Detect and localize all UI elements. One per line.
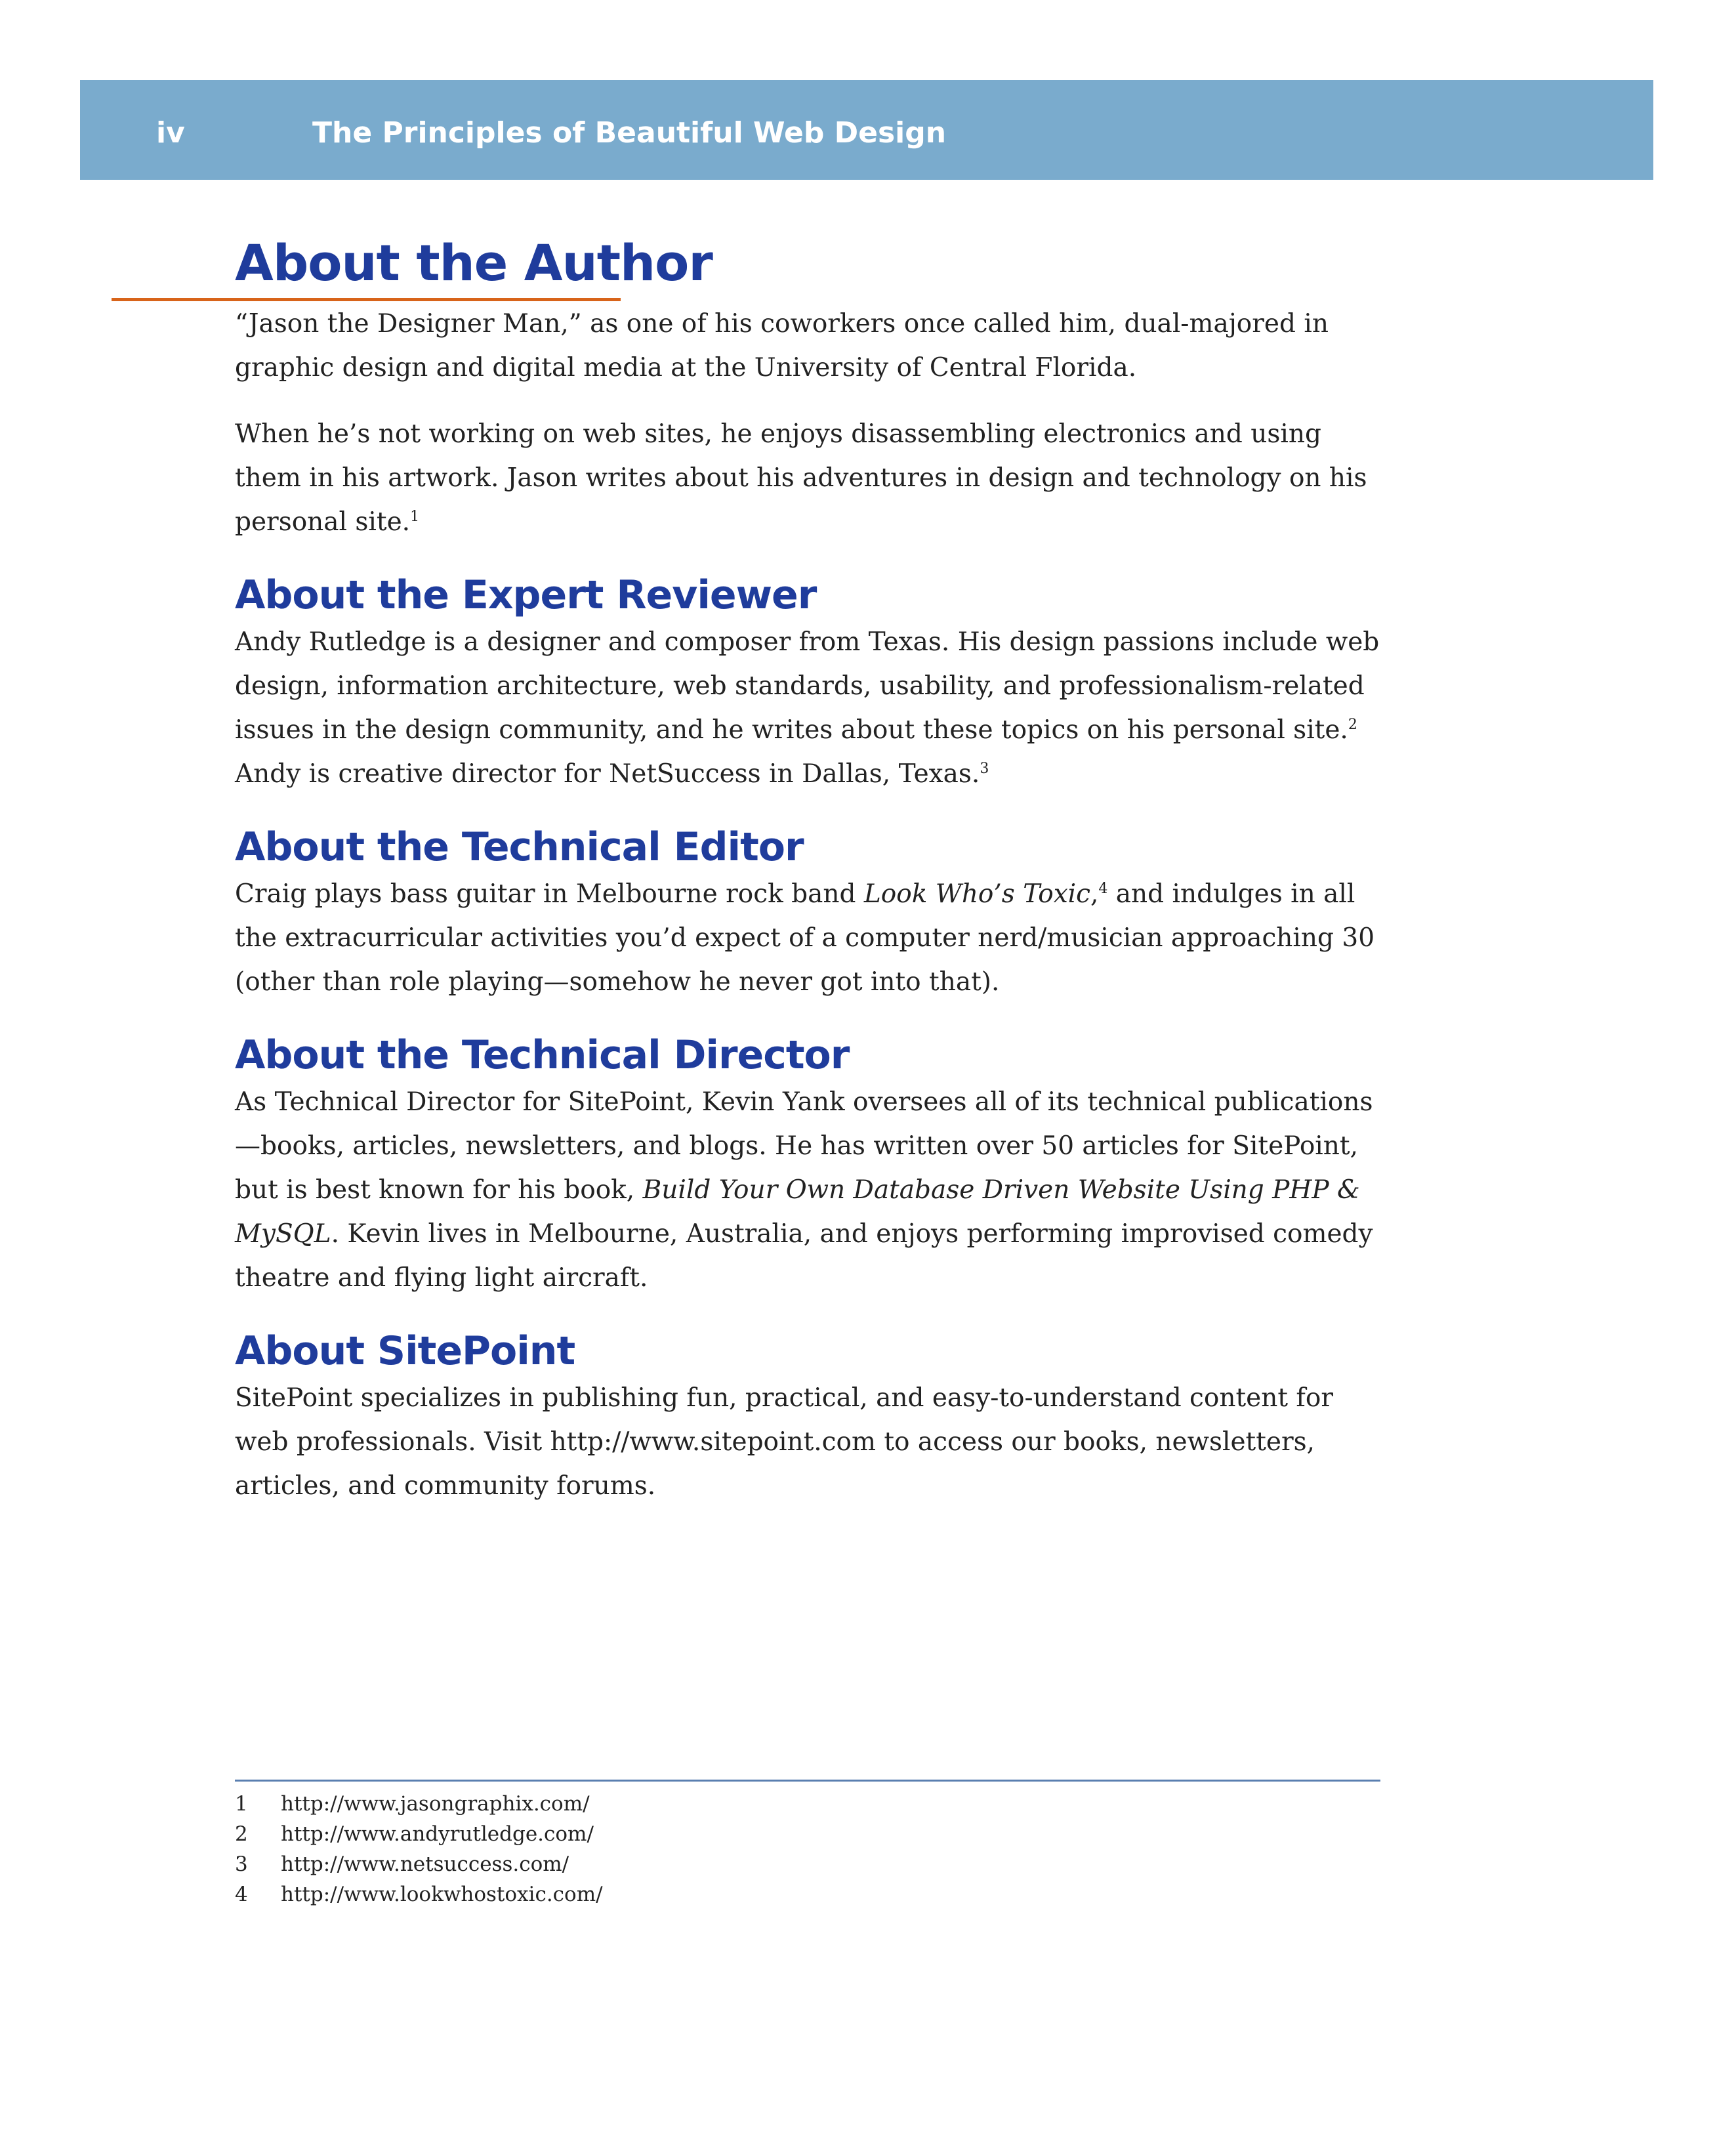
author-paragraph-2-text: When he’s not working on web sites, he enjoys disassembling electronics and using them in his artwork. Jason writes about his adventures in design and technology on his personal site. (235, 419, 1367, 537)
book-title: Build Your Own Database Driven Website Using PHP & MySQL (235, 1175, 1360, 1249)
director-text-a: As Technical Director for SitePoint, Kevin Yank oversees all of its technical publications—books, articles, newsletters, and blogs. He has written over 50 articles for SitePoint, but is best known for his book, (235, 1087, 1373, 1205)
footnote-url[interactable]: http://www.netsuccess.com/ (281, 1852, 569, 1876)
footnote-ref-4: 4 (1098, 881, 1108, 897)
director-text-b: . Kevin lives in Melbourne, Australia, and enjoys performing improvised comedy theatre and flying light aircraft. (235, 1219, 1373, 1293)
footnote-item (235, 1819, 1380, 1849)
editor-text-c: and indulges in all the extracurricular activities you’d expect of a computer nerd/musician approaching 30 (other than role playing—somehow he never got into that). (235, 879, 1375, 997)
author-paragraph-2 (235, 412, 1390, 544)
director-paragraph (235, 1080, 1390, 1300)
footnote-ref-3: 3 (980, 761, 989, 777)
author-section (235, 302, 1390, 544)
footnote-number: 4 (235, 1883, 248, 1906)
page-title: About the Author (235, 234, 713, 292)
page-number: iv (156, 116, 185, 150)
footnote-ref-2: 2 (1348, 717, 1357, 733)
sitepoint-section (235, 1326, 1390, 1508)
editor-heading: About the Technical Editor (235, 824, 804, 870)
director-heading: About the Technical Director (235, 1032, 850, 1078)
footnote-divider (235, 1780, 1380, 1782)
footnote-item (235, 1789, 1380, 1819)
running-header-title: The Principles of Beautiful Web Design (312, 116, 947, 150)
footnote-number: 3 (235, 1852, 248, 1876)
author-paragraph-1: “Jason the Designer Man,” as one of his coworkers once called him, dual-majored in graphic design and digital media at the University of Central Florida. (235, 309, 1329, 383)
editor-text-a: Craig plays bass guitar in Melbourne rock band (235, 879, 864, 909)
editor-paragraph (235, 872, 1390, 1004)
sitepoint-paragraph: SitePoint specializes in publishing fun, practical, and easy-to-understand content for web professionals. Visit http://www.sitepoint.com to access our books, newsletters, articles, and community forums. (235, 1383, 1333, 1501)
reviewer-heading: About the Expert Reviewer (235, 572, 817, 618)
footnote-number: 2 (235, 1822, 248, 1846)
footnote-item (235, 1879, 1380, 1910)
footnote-item (235, 1849, 1380, 1879)
footnote-url[interactable]: http://www.lookwhostoxic.com/ (281, 1883, 603, 1906)
editor-text-b: , (1090, 879, 1099, 909)
page-content (235, 234, 1390, 1508)
footnote-url[interactable]: http://www.jasongraphix.com/ (281, 1792, 590, 1816)
footnote-ref-1: 1 (410, 509, 420, 525)
reviewer-paragraph (235, 620, 1390, 796)
editor-section (235, 822, 1390, 1004)
sitepoint-heading: About SitePoint (235, 1328, 575, 1374)
footnote-url[interactable]: http://www.andyrutledge.com/ (281, 1822, 594, 1846)
footnotes (235, 1789, 1380, 1910)
director-section (235, 1030, 1390, 1300)
band-name: Look Who’s Toxic (863, 879, 1090, 909)
footnote-number: 1 (235, 1792, 248, 1816)
reviewer-section (235, 570, 1390, 796)
reviewer-text-a: Andy Rutledge is a designer and composer from Texas. His design passions include web design, information architecture, web standards, usability, and professionalism-related issues in the design community, and he writes about these topics on his personal site. (235, 627, 1380, 745)
reviewer-text-b: Andy is creative director for NetSuccess in Dallas, Texas. (235, 759, 980, 789)
